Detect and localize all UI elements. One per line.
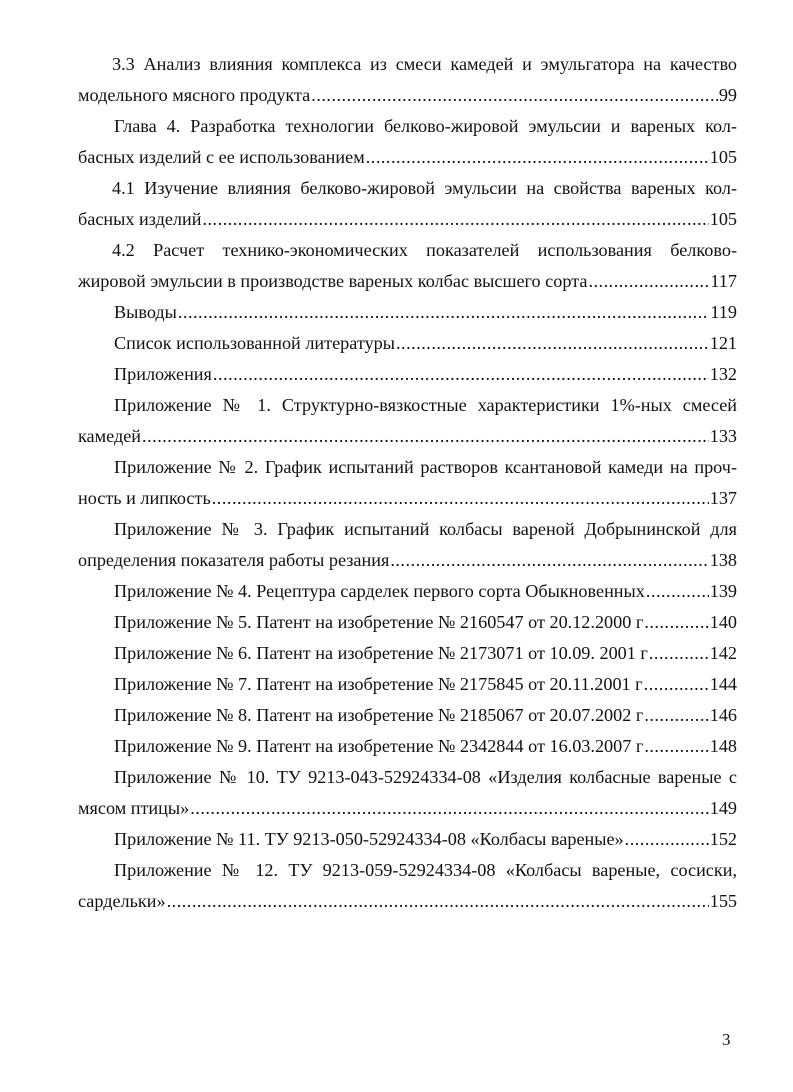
page-number: 3 — [722, 1030, 731, 1049]
toc-entry-text: Приложение № 8. Патент на изобретение № 2185067 от 20.07.2002 г — [114, 705, 644, 725]
toc-page-number: 121 — [709, 333, 737, 353]
toc-entry-text: Приложение № 10. ТУ 9213-043-52924334-08 «Изделия колбасные вареные с — [114, 767, 737, 787]
toc-entry-text: Список использованной литературы — [114, 333, 395, 353]
toc-page-number: 117 — [710, 271, 737, 291]
toc-entry-text: жировой эмульсии в производстве вареных колбас высшего сорта — [78, 271, 588, 291]
dot-leader — [213, 359, 709, 390]
dot-leader — [649, 638, 709, 669]
toc-entry-last-line — [78, 266, 737, 297]
toc-page-number: 138 — [709, 550, 737, 570]
toc-entry-last-line — [78, 297, 737, 328]
toc-entry-3-3 — [78, 49, 737, 111]
dot-leader — [212, 483, 709, 514]
toc-entry-text: Приложение № 2. График испытаний растворов ксантановой камеди на проч- — [114, 457, 737, 477]
dot-leader — [202, 204, 708, 235]
toc-entry-text: Приложение № 7. Патент на изобретение № 2175845 от 20.11.2001 г — [114, 674, 643, 694]
toc-page-number: 155 — [709, 891, 737, 911]
toc-entry-text: Приложение № 11. ТУ 9213-050-52924334-08 «Колбасы вареные» — [114, 829, 624, 849]
toc-entry-appendix-1 — [78, 390, 737, 452]
toc-entry-last-line — [78, 824, 737, 855]
toc-entry-text: 3.3 Анализ влияния комплекса из смеси камедей и эмульгатора на качество — [112, 54, 737, 74]
toc-page-number: 152 — [709, 829, 737, 849]
toc-entry-last-line — [78, 731, 737, 762]
toc-entry-last-line — [78, 793, 737, 824]
toc-entry-4-2 — [78, 235, 737, 297]
toc-entry-last-line — [78, 421, 737, 452]
dot-leader — [646, 576, 709, 607]
dot-leader — [190, 793, 709, 824]
dot-leader — [396, 328, 709, 359]
toc-entry-last-line — [78, 142, 737, 173]
toc-entry-text: Приложения — [114, 364, 212, 384]
dot-leader — [644, 607, 708, 638]
toc-entry-4-1 — [78, 173, 737, 235]
toc-entry-text: ность и липкость — [78, 488, 211, 508]
dot-leader — [625, 824, 709, 855]
toc-page-number: 137 — [709, 488, 737, 508]
dot-leader — [588, 266, 709, 297]
dot-leader — [644, 700, 708, 731]
dot-leader — [311, 80, 718, 111]
toc-page-number: 105 — [709, 147, 737, 167]
dot-leader — [366, 142, 709, 173]
toc-entry-text: 4.2 Расчет технико-экономических показателей использования белково- — [112, 240, 737, 260]
toc-page-number: 132 — [709, 364, 737, 384]
toc-entry-text: сардельки» — [78, 891, 166, 911]
toc-entry-appendix-5 — [78, 607, 737, 638]
toc-entry-last-line — [78, 359, 737, 390]
toc-entry-text: камедей — [78, 426, 142, 446]
toc-entry-appendix-12 — [78, 855, 737, 917]
dot-leader — [167, 886, 709, 917]
toc-page-number: 105 — [709, 209, 737, 229]
toc-page-number: 139 — [709, 581, 737, 601]
toc-entry-last-line — [78, 483, 737, 514]
toc-entry-last-line — [78, 204, 737, 235]
toc-entry-appendix-3 — [78, 514, 737, 576]
toc-entry-text: Выводы — [114, 302, 177, 322]
toc-entry-appendix-10 — [78, 762, 737, 824]
toc-entry-text: Приложение № 4. Рецептура сарделек первого сорта Обыкновенных — [114, 581, 645, 601]
toc-entry-text: басных изделий с ее использованием — [78, 147, 365, 167]
toc-entry-appendix-8 — [78, 700, 737, 731]
toc-entry-last-line — [78, 80, 737, 111]
toc-page-number: 146 — [709, 705, 737, 725]
toc-page-number: 99 — [718, 85, 737, 105]
toc-entry-appendix-7 — [78, 669, 737, 700]
toc-entry-last-line — [78, 669, 737, 700]
toc-entry-chapter-4 — [78, 111, 737, 173]
dot-leader — [644, 731, 708, 762]
toc-page-number: 140 — [709, 612, 737, 632]
toc-entry-last-line — [78, 545, 737, 576]
toc-entry-appendix-6 — [78, 638, 737, 669]
toc-page-number: 148 — [709, 736, 737, 756]
toc-page-number: 149 — [709, 798, 737, 818]
toc-entry-appendix-2 — [78, 452, 737, 514]
dot-leader — [142, 421, 709, 452]
toc-entry-conclusions — [78, 297, 737, 328]
toc-page-number: 142 — [709, 643, 737, 663]
toc-entry-text: определения показателя работы резания — [78, 550, 390, 570]
toc-entry-last-line — [78, 638, 737, 669]
toc-entry-last-line — [78, 607, 737, 638]
toc-entry-text: Приложение № 6. Патент на изобретение № 2173071 от 10.09. 2001 г — [114, 643, 648, 663]
toc-entry-appendix-4 — [78, 576, 737, 607]
toc-entry-text: Приложение № 12. ТУ 9213-059-52924334-08 «Колбасы вареные, сосиски, — [114, 860, 737, 880]
toc-entry-text: Приложение № 5. Патент на изобретение № 2160547 от 20.12.2000 г — [114, 612, 644, 632]
toc-entry-text: басных изделий — [78, 209, 202, 229]
toc-entry-appendix-9 — [78, 731, 737, 762]
toc-entry-text: модельного мясного продукта — [78, 85, 311, 105]
toc-entry-text: Приложение № 9. Патент на изобретение № 2342844 от 16.03.2007 г — [114, 736, 644, 756]
toc-entry-appendix-11 — [78, 824, 737, 855]
toc-page-number: 133 — [709, 426, 737, 446]
dot-leader — [390, 545, 708, 576]
toc-entry-last-line — [78, 328, 737, 359]
toc-entry-text: Приложение № 3. График испытаний колбасы вареной Добрынинской для — [114, 519, 737, 539]
toc-entry-text: мясом птицы» — [78, 798, 190, 818]
table-of-contents — [78, 49, 737, 917]
toc-entry-last-line — [78, 700, 737, 731]
dot-leader — [644, 669, 709, 700]
toc-entry-appendices — [78, 359, 737, 390]
toc-entry-last-line — [78, 886, 737, 917]
toc-page-number: 144 — [709, 674, 737, 694]
toc-entry-text: Приложение № 1. Структурно-вязкостные характеристики 1%-ных смесей — [114, 395, 737, 415]
toc-entry-references — [78, 328, 737, 359]
toc-entry-last-line — [78, 576, 737, 607]
toc-entry-text: Глава 4. Разработка технологии белково-жировой эмульсии и вареных кол- — [114, 116, 737, 136]
dot-leader — [178, 297, 710, 328]
toc-page-number: 119 — [710, 302, 737, 322]
toc-entry-text: 4.1 Изучение влияния белково-жировой эмульсии на свойства вареных кол- — [112, 178, 737, 198]
